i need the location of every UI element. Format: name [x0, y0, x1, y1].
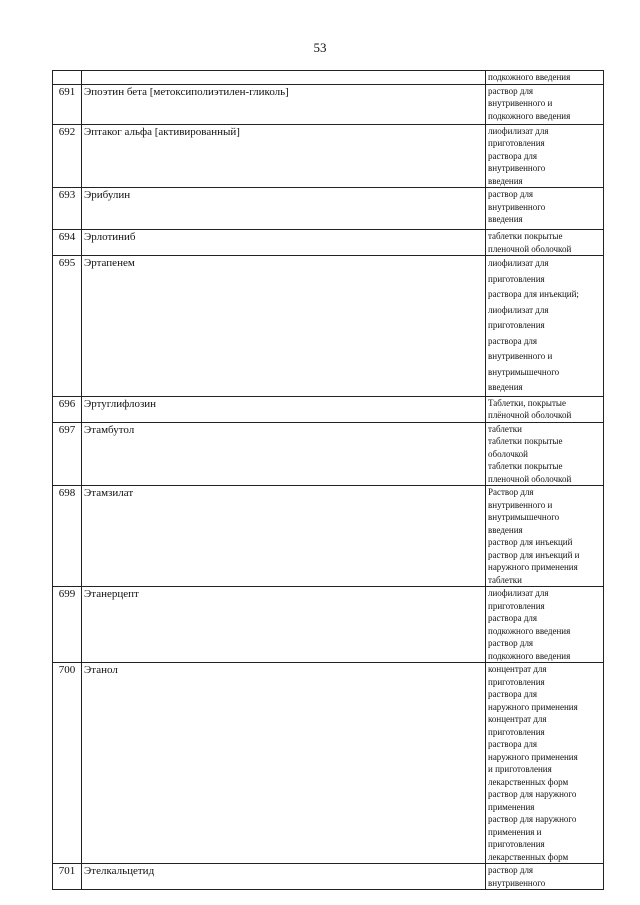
dosage-form-line: внутривенного: [488, 163, 546, 173]
row-number: 691: [53, 84, 82, 124]
dosage-form-line: приготовления: [488, 320, 545, 330]
row-number: 692: [53, 124, 82, 188]
drug-table-body: [53, 71, 604, 890]
dosage-form-line: раствор для: [488, 189, 534, 199]
drug-name: [82, 71, 486, 85]
dosage-form-line: внутримышечного: [488, 366, 560, 377]
drug-name: Этелкальцетид: [82, 864, 486, 890]
dosage-form-line: раствора для: [488, 613, 538, 623]
row-number: 701: [53, 864, 82, 890]
dosage-form-line: лекарственных форм: [488, 851, 569, 862]
dosage-form-line: лиофилизат для: [488, 125, 549, 136]
row-number: 699: [53, 587, 82, 663]
dosage-form-line: внутривенного и: [488, 98, 553, 108]
table-row: [53, 71, 604, 85]
row-number: 694: [53, 230, 82, 256]
table-row: [53, 422, 604, 486]
dosage-form-line: Таблетки, покрытые: [488, 397, 566, 408]
dosage-forms: [486, 422, 604, 486]
row-number: [53, 71, 82, 85]
drug-name: Этамбутол: [82, 422, 486, 486]
drug-name: Эпоэтин бета [метоксиполиэтилен-гликоль]: [82, 84, 486, 124]
dosage-form-line: применения и: [488, 826, 542, 837]
table-row: [53, 124, 604, 188]
dosage-form-line: приготовления: [488, 273, 545, 284]
row-number: 698: [53, 486, 82, 587]
row-number: 697: [53, 422, 82, 486]
dosage-form-line: внутривенного: [488, 201, 546, 212]
dosage-forms: [486, 124, 604, 188]
drug-name: Эптаког альфа [активированный]: [82, 124, 486, 188]
dosage-form-line: приготовления: [488, 600, 545, 611]
dosage-form-line: таблетки покрытые: [488, 231, 563, 241]
page-number: 53: [313, 40, 327, 55]
dosage-form-line: подкожного введения: [488, 72, 571, 82]
dosage-form-line: раствор для наружного: [488, 789, 577, 799]
dosage-form-line: плёночной оболочкой: [488, 410, 572, 420]
dosage-form-line: наружного применения: [488, 562, 578, 572]
dosage-form-line: приготовления: [488, 676, 545, 687]
table-row: [53, 84, 604, 124]
dosage-form-line: подкожного введения: [488, 110, 571, 121]
dosage-form-line: пленочной оболочкой: [488, 473, 572, 484]
table-row: [53, 864, 604, 890]
dosage-form-line: раствора для: [488, 150, 538, 161]
dosage-form-line: подкожного введения: [488, 650, 571, 661]
dosage-forms: [486, 230, 604, 256]
dosage-form-line: раствор для инъекций: [488, 537, 573, 547]
dosage-form-line: раствора для: [488, 335, 538, 346]
table-row: [53, 230, 604, 256]
drug-name: Этанол: [82, 663, 486, 864]
dosage-form-line: таблетки: [488, 423, 523, 434]
dosage-forms: [486, 864, 604, 890]
dosage-form-line: раствора для: [488, 739, 538, 749]
table-row: [53, 396, 604, 422]
dosage-form-line: Раствор для: [488, 487, 534, 497]
dosage-form-line: раствора для инъекций;: [488, 289, 579, 299]
dosage-form-line: введения: [488, 214, 523, 224]
dosage-forms: [486, 188, 604, 230]
dosage-form-line: приготовления: [488, 839, 545, 849]
drug-name: Эрибулин: [82, 188, 486, 230]
dosage-forms: [486, 71, 604, 85]
dosage-form-line: раствор для: [488, 85, 534, 96]
dosage-form-line: применения: [488, 801, 535, 812]
dosage-form-line: наружного применения: [488, 701, 578, 712]
drug-name: Этамзилат: [82, 486, 486, 587]
dosage-form-line: раствор для: [488, 865, 534, 875]
dosage-form-line: введения: [488, 524, 523, 535]
dosage-form-line: внутривенного и: [488, 351, 553, 361]
row-number: 700: [53, 663, 82, 864]
dosage-form-line: лиофилизат для: [488, 304, 549, 315]
row-number: 696: [53, 396, 82, 422]
dosage-form-line: подкожного введения: [488, 625, 571, 636]
dosage-form-line: приготовления: [488, 726, 545, 737]
dosage-forms: [486, 396, 604, 422]
dosage-form-line: раствор для: [488, 638, 534, 648]
dosage-form-line: пленочной оболочкой: [488, 243, 572, 254]
drug-table: [52, 70, 604, 890]
dosage-form-line: раствор для наружного: [488, 814, 577, 824]
dosage-form-line: внутримышечного: [488, 512, 560, 522]
dosage-form-line: таблетки: [488, 574, 523, 585]
dosage-form-line: таблетки покрытые: [488, 461, 563, 471]
dosage-form-line: раствор для инъекций и: [488, 549, 580, 560]
table-row: [53, 188, 604, 230]
table-row: [53, 486, 604, 587]
table-row: [53, 256, 604, 397]
dosage-form-line: концентрат для: [488, 664, 547, 674]
drug-name: Этанерцепт: [82, 587, 486, 663]
drug-name: Эрлотиниб: [82, 230, 486, 256]
drug-name: Эртуглифлозин: [82, 396, 486, 422]
dosage-form-line: внутривенного: [488, 877, 546, 888]
dosage-form-line: внутривенного и: [488, 499, 553, 510]
table-row: [53, 587, 604, 663]
dosage-form-line: раствора для: [488, 689, 538, 699]
dosage-form-line: лиофилизат для: [488, 588, 549, 598]
dosage-form-line: введения: [488, 382, 523, 392]
dosage-form-line: таблетки покрытые: [488, 436, 563, 446]
dosage-form-line: концентрат для: [488, 714, 547, 724]
dosage-form-line: наружного применения: [488, 751, 578, 762]
dosage-forms: [486, 663, 604, 864]
drug-name: Эртапенем: [82, 256, 486, 397]
dosage-form-line: и приготовления: [488, 764, 552, 774]
dosage-forms: [486, 256, 604, 397]
dosage-form-line: приготовления: [488, 138, 545, 148]
dosage-form-line: лекарственных форм: [488, 776, 569, 787]
row-number: 695: [53, 256, 82, 397]
row-number: 693: [53, 188, 82, 230]
dosage-form-line: оболочкой: [488, 448, 528, 459]
dosage-forms: [486, 84, 604, 124]
dosage-form-line: введения: [488, 175, 523, 186]
dosage-form-line: лиофилизат для: [488, 258, 549, 268]
dosage-forms: [486, 587, 604, 663]
dosage-forms: [486, 486, 604, 587]
table-row: [53, 663, 604, 864]
